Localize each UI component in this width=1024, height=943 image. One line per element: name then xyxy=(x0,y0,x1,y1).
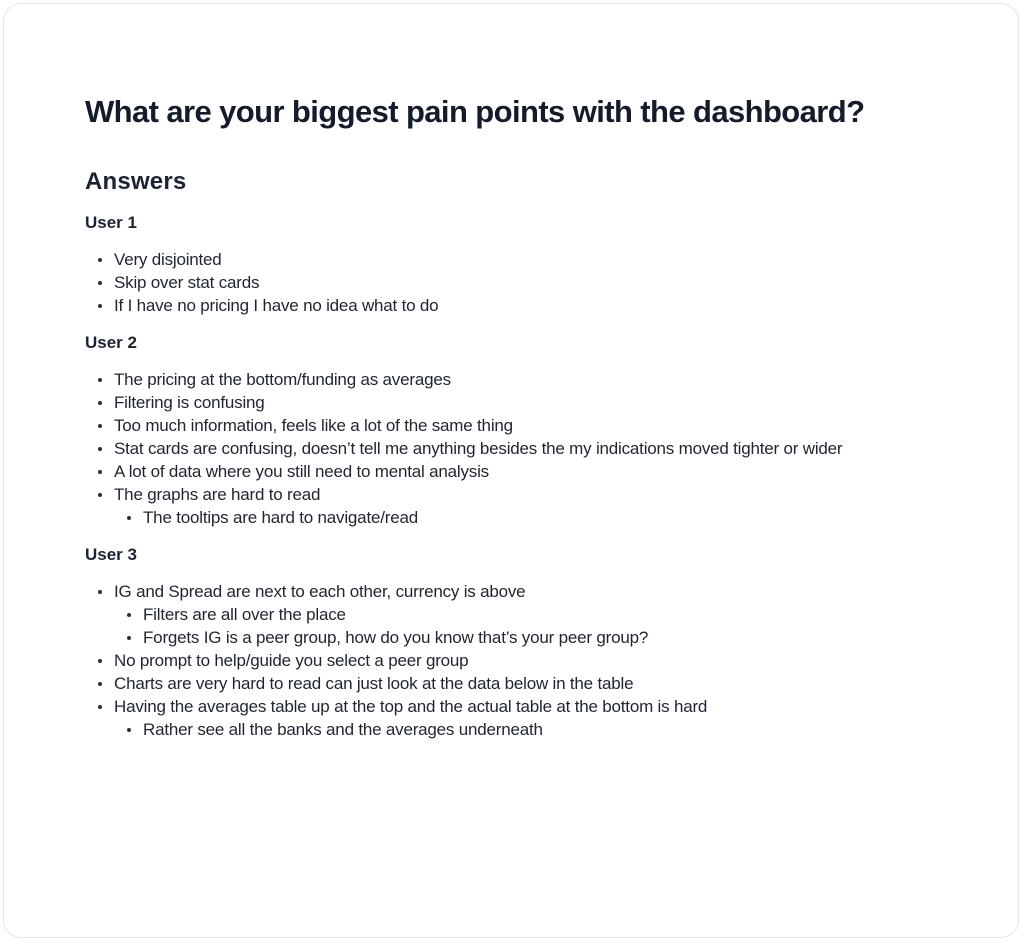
user-section-2 xyxy=(85,331,985,529)
answers-heading: Answers xyxy=(85,168,187,195)
list-item: Very disjointed xyxy=(85,248,985,271)
list-item: The pricing at the bottom/funding as averages xyxy=(85,368,985,391)
page-title: What are your biggest pain points with the dashboard? xyxy=(85,94,865,129)
list-item: No prompt to help/guide you select a peer group xyxy=(85,649,985,672)
answer-list xyxy=(85,580,985,741)
answer-list xyxy=(85,368,985,529)
list-item: Stat cards are confusing, doesn’t tell me anything besides the my indications moved tighter or wider xyxy=(85,437,985,460)
user-section-1 xyxy=(85,211,985,317)
document-content xyxy=(85,91,985,741)
list-item: IG and Spread are next to each other, currency is above xyxy=(85,580,985,603)
list-item: Skip over stat cards xyxy=(85,271,985,294)
list-item: Filters are all over the place xyxy=(85,603,985,626)
user-heading: User 3 xyxy=(85,545,137,564)
list-item: If I have no pricing I have no idea what to do xyxy=(85,294,985,317)
list-item: A lot of data where you still need to mental analysis xyxy=(85,460,985,483)
list-item: Forgets IG is a peer group, how do you know that’s your peer group? xyxy=(85,626,985,649)
answer-list xyxy=(85,248,985,317)
document-card xyxy=(3,3,1019,938)
list-item: Too much information, feels like a lot of the same thing xyxy=(85,414,985,437)
list-item: The tooltips are hard to navigate/read xyxy=(85,506,985,529)
list-item: Filtering is confusing xyxy=(85,391,985,414)
list-item: Rather see all the banks and the averages underneath xyxy=(85,718,985,741)
list-item: Having the averages table up at the top and the actual table at the bottom is hard xyxy=(85,695,985,718)
user-section-3 xyxy=(85,543,985,741)
list-item: The graphs are hard to read xyxy=(85,483,985,506)
list-item: Charts are very hard to read can just look at the data below in the table xyxy=(85,672,985,695)
user-heading: User 2 xyxy=(85,333,137,352)
user-heading: User 1 xyxy=(85,213,137,232)
